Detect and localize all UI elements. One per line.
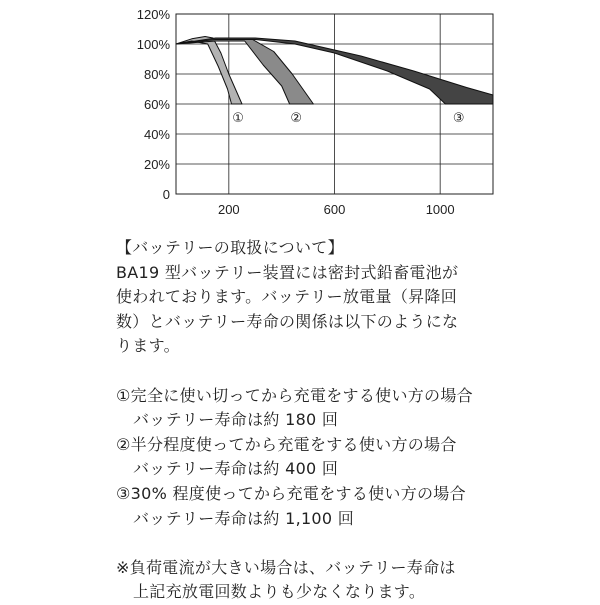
paragraph-line: 使われております。バッテリー放電量（昇降回 bbox=[116, 287, 458, 307]
paragraph-line: ります。 bbox=[116, 336, 180, 356]
spacer bbox=[116, 531, 586, 556]
series-band-1 bbox=[176, 37, 242, 105]
usage-case-1: ①完全に使い切ってから充電をする使い方の場合 bbox=[116, 385, 473, 405]
x-axis-ticks bbox=[218, 202, 455, 217]
usage-case-3: ③30% 程度使ってから充電をする使い方の場合 bbox=[116, 483, 466, 503]
paragraph-line: 数）とバッテリー寿命の関係は以下のようにな bbox=[116, 311, 459, 331]
y-tick-label: 120% bbox=[136, 7, 170, 22]
y-tick-label: 40% bbox=[143, 127, 170, 142]
spacer bbox=[116, 359, 586, 384]
x-tick-label: 200 bbox=[217, 202, 240, 217]
series-marker-1: ① bbox=[232, 111, 244, 126]
y-tick-label: 20% bbox=[143, 157, 170, 172]
series-band-2 bbox=[176, 38, 313, 104]
section-heading: 【バッテリーの取扱について】 bbox=[116, 238, 344, 257]
x-tick-label: 600 bbox=[323, 202, 346, 217]
series-marker-2: ② bbox=[290, 111, 303, 126]
y-tick-label: 80% bbox=[143, 67, 170, 82]
usage-case-2-life: バッテリー寿命は約 400 回 bbox=[133, 459, 339, 479]
y-tick-label: 60% bbox=[143, 97, 170, 112]
series-markers bbox=[232, 111, 464, 126]
note-line: ※負荷電流が大きい場合は、バッテリー寿命は bbox=[116, 557, 456, 577]
battery-handling-notes bbox=[116, 236, 586, 605]
y-tick-label: 100% bbox=[136, 37, 170, 52]
battery-life-chart bbox=[0, 0, 600, 232]
usage-case-3-life: バッテリー寿命は約 1,100 回 bbox=[133, 508, 355, 528]
usage-case-1-life: バッテリー寿命は約 180 回 bbox=[133, 410, 339, 430]
y-axis-ticks bbox=[137, 7, 171, 202]
x-tick-label: 1000 bbox=[425, 202, 455, 217]
usage-case-2: ②半分程度使ってから充電をする使い方の場合 bbox=[116, 434, 457, 454]
y-tick-label: 0 bbox=[162, 187, 170, 202]
paragraph-line: BA19 型バッテリー装置には密封式鉛畜電池が bbox=[116, 262, 459, 282]
note-line: 上記充放電回数よりも少なくなります。 bbox=[133, 582, 426, 602]
series-marker-3: ③ bbox=[452, 111, 465, 126]
